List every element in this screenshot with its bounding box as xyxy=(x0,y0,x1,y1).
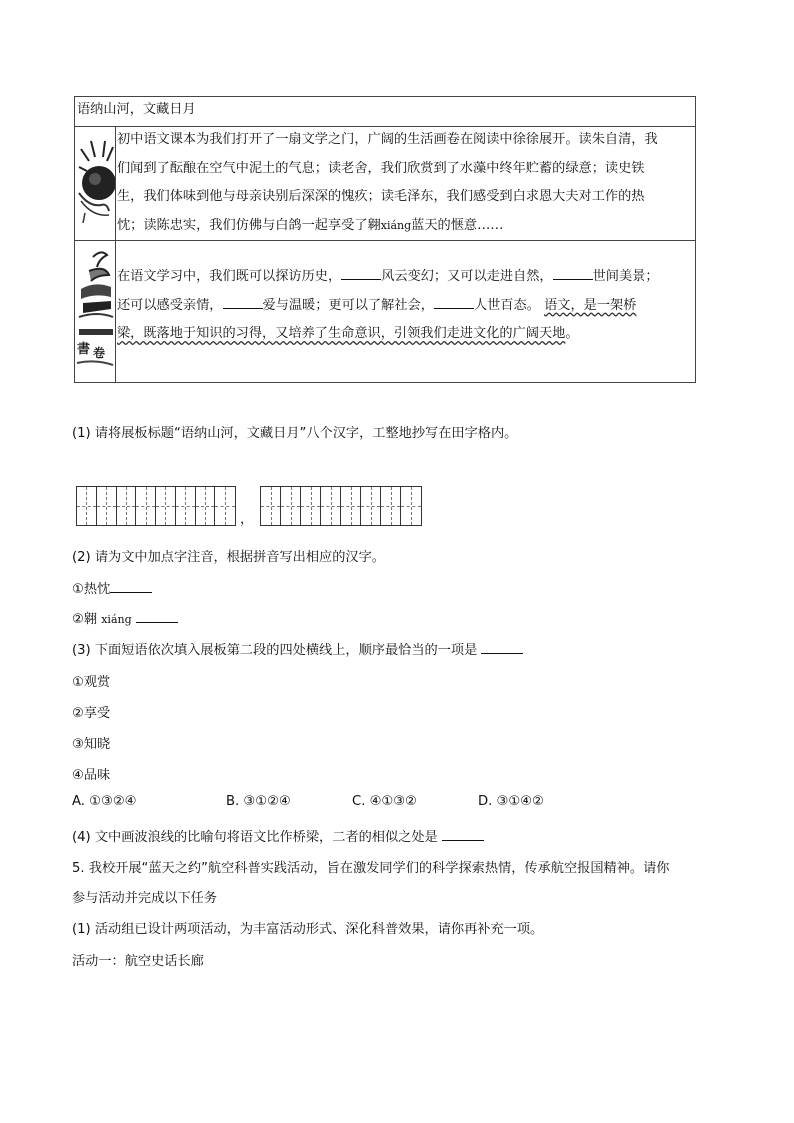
para2-line-1 xyxy=(117,263,691,292)
para2-line-3 xyxy=(117,320,691,349)
grid-cell[interactable] xyxy=(196,487,216,525)
grid-cell[interactable] xyxy=(341,487,361,525)
grid-cell[interactable] xyxy=(281,487,301,525)
para1-line-4-end: 蓝天的惬意…… xyxy=(411,217,504,233)
para1-line-1: 初中语文课本为我们打开了一扇文学之门，广阔的生活画卷在阅读中徐徐展开。读朱自清，我 xyxy=(117,132,658,147)
question-2: (2) 请为文中加点字注音，根据拼音写出相应的汉字。 xyxy=(72,550,385,565)
grid-cell[interactable] xyxy=(401,487,421,525)
fill-blank-2[interactable] xyxy=(553,265,593,280)
tianzige-group-2[interactable] xyxy=(260,486,422,526)
answer-blank[interactable] xyxy=(110,578,152,593)
para2-text-1a: 在语文学习中，我们既可以探访历史， xyxy=(117,269,342,284)
grid-cell[interactable] xyxy=(97,487,117,525)
exhibition-board xyxy=(74,96,696,383)
para2-text-2c: 人世百态。 xyxy=(473,297,540,313)
q2-item-1 xyxy=(72,578,152,597)
q3-options xyxy=(72,794,632,814)
question-5-sub-1: (1) 活动组已设计两项活动，为丰富活动形式、深化科普效果，请你再补充一项。 xyxy=(72,922,544,937)
para2-text-1c: 世间美景； xyxy=(592,269,659,284)
q3-item-2: ②享受 xyxy=(72,706,111,721)
answer-blank[interactable] xyxy=(481,639,523,654)
board-title: 语纳山河，文藏日月 xyxy=(75,97,695,127)
grid-cell[interactable] xyxy=(156,487,176,525)
wavy-metaphor-end: 梁，既落地于知识的习得，又培养了生命意识，引领我们走进文化的广阔天地 xyxy=(117,326,566,341)
para1-line-4-text: 忱；读陈忠实，我们仿佛与白鸽一起享受了翱 xyxy=(117,217,381,233)
fill-blank-3[interactable] xyxy=(223,294,263,309)
board-paragraph-2 xyxy=(117,263,691,349)
wavy-metaphor-start: 语文，是一架桥 xyxy=(544,297,637,313)
para2-text-2a: 还可以感受亲情， xyxy=(117,297,223,313)
grid-cell[interactable] xyxy=(301,487,321,525)
q2-item-1-text: ①热忱 xyxy=(72,582,111,597)
option-c[interactable]: C. ④①③② xyxy=(352,794,417,809)
grid-cell[interactable] xyxy=(77,487,97,525)
question-5-line-1: 5. 我校开展“蓝天之约”航空科普实践活动，旨在激发同学们的科学探索热情，传承航空报国精神。请你 xyxy=(72,861,670,876)
option-a[interactable]: A. ①③②④ xyxy=(72,794,137,809)
question-4 xyxy=(72,826,484,845)
board-paragraph-1 xyxy=(117,126,691,240)
tianzige-group-1[interactable] xyxy=(76,486,236,526)
q2-pinyin: xiáng xyxy=(101,613,132,626)
para2-text-1b: 风云变幻；又可以走进自然， xyxy=(381,269,553,284)
grid-cell[interactable] xyxy=(136,487,156,525)
sun-illustration xyxy=(75,127,116,240)
activity-1: 活动一：航空史话长廊 xyxy=(72,954,204,969)
board-row-1 xyxy=(75,127,695,241)
para1-line-2: 们闻到了酝酿在空气中泥土的气息；读老舍，我们欣赏到了水藻中终年贮蓄的绿意；读史铁 xyxy=(117,160,645,176)
question-3-text: (3) 下面短语依次填入展板第二段的四处横线上，顺序最恰当的一项是 xyxy=(72,643,478,658)
svg-text:書: 書 xyxy=(77,342,91,357)
board-row-2 xyxy=(75,241,695,382)
books-illustration xyxy=(75,241,116,382)
question-5-line-2: 参与活动并完成以下任务 xyxy=(72,891,218,906)
grid-cell[interactable] xyxy=(381,487,401,525)
question-4-text: (4) 文中画波浪线的比喻句将语文比作桥梁，二者的相似之处是 xyxy=(72,830,438,845)
grid-cell[interactable] xyxy=(176,487,196,525)
para2-line-2 xyxy=(117,292,691,321)
para1-line-4 xyxy=(117,212,691,241)
question-1: (1) 请将展板标题“语纳山河，文藏日月”八个汉字，工整地抄写在田字格内。 xyxy=(72,426,518,441)
fill-blank-1[interactable] xyxy=(341,265,381,280)
grid-cell[interactable] xyxy=(261,487,281,525)
grid-cell[interactable] xyxy=(215,487,235,525)
question-3 xyxy=(72,639,523,658)
svg-text:卷: 卷 xyxy=(93,346,106,360)
grid-comma: ， xyxy=(240,512,254,527)
para2-period: 。 xyxy=(565,326,579,341)
q3-item-3: ③知晓 xyxy=(72,737,111,752)
grid-cell[interactable] xyxy=(321,487,341,525)
q3-item-4: ④品味 xyxy=(72,768,111,783)
fill-blank-4[interactable] xyxy=(434,294,474,309)
grid-cell[interactable] xyxy=(117,487,137,525)
pinyin-xiang: xiáng xyxy=(380,218,412,232)
option-b[interactable]: B. ③①②④ xyxy=(226,794,291,809)
option-d[interactable]: D. ③①④② xyxy=(478,794,544,809)
answer-blank[interactable] xyxy=(136,608,178,623)
q2-item-2 xyxy=(72,608,178,627)
para2-text-2b: 爱与温暖；更可以了解社会， xyxy=(262,297,434,313)
q3-item-1: ①观赏 xyxy=(72,675,111,690)
para1-line-3: 生，我们体味到他与母亲诀别后深深的愧疚；读毛泽东，我们感受到白求恩大夫对工作的热 xyxy=(117,189,645,204)
grid-cell[interactable] xyxy=(361,487,381,525)
q2-item-2-text: ②翱 xyxy=(72,612,98,627)
answer-blank[interactable] xyxy=(442,826,484,841)
